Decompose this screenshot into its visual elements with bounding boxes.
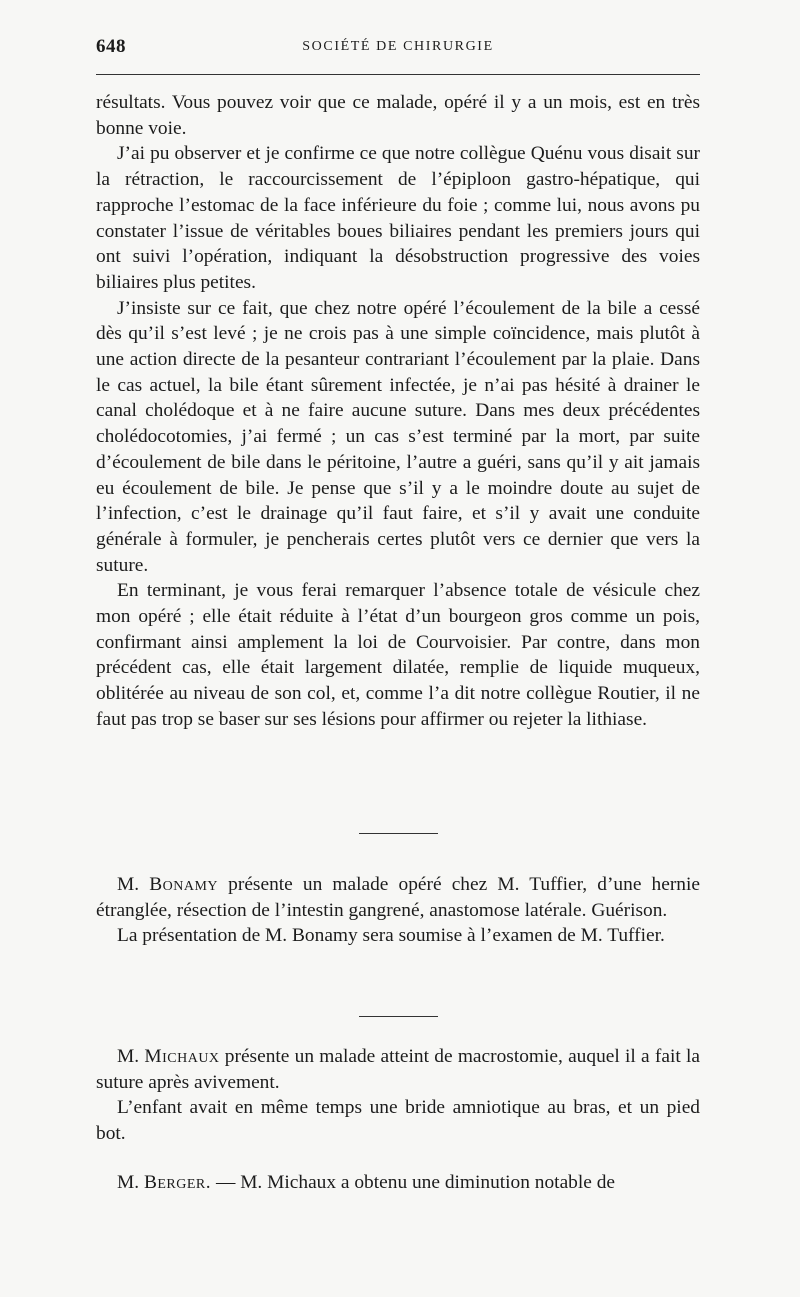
michaux-presentation [96,1044,700,1095]
speaker-prefix: M. [117,1172,144,1193]
running-title: SOCIÉTÉ DE CHIRURGIE [302,39,494,54]
section-cholédocotomie-discussion [96,90,700,733]
speaker-name: Michaux [144,1046,220,1067]
michaux-note: L’enfant avait en même temps une bride amniotique au bras, et un pied bot. [96,1097,700,1145]
speaker-name: Bonamy [149,874,219,895]
paragraph-1: résultats. Vous pouvez voir que ce malade, opéré il y a un mois, est en très bonne voie. [96,92,700,139]
section-bonamy [96,872,700,949]
paragraph-text: — M. Michaux a obtenu une diminution notable de [211,1172,616,1193]
paragraph-4: En terminant, je vous ferai remarquer l’absence totale de vésicule chez mon opéré ; elle était réduite à l’état d’un bourgeon gros comme un pois, confirmant ainsi amplement la loi de Courvoisier. Par contre, dans mon précédent cas, elle était largement dilatée, remplie de liquide muqueux, oblitérée au niveau de son col, et, comme l’a dit notre collègue Routier, il ne faut pas trop se baser sur ses lésions pour affirmer ou rejeter la lithiase. [96,580,700,730]
speaker-prefix: M. [117,1046,145,1067]
speaker-name: Berger. [143,1172,212,1193]
bonamy-presentation [96,872,700,923]
berger-remark [96,1170,700,1196]
bonamy-referral: La présentation de M. Bonamy sera soumise à l’examen de M. Tuffier. [117,925,665,947]
paragraph-text: présente un malade atteint de macrostomie, auquel il a fait la suture après avivement. [96,1046,701,1093]
page-header [96,36,700,66]
header-rule [96,74,700,75]
page-number: 648 [96,36,126,57]
paragraph-3: J’insiste sur ce fait, que chez notre opéré l’écoulement de la bile a cessé dès qu’il s’est levé ; je ne crois pas à une simple coïncidence, mais plutôt à une action directe de la pesanteur contrariant l’écoulement par la plaie. Dans le cas actuel, la bile étant sûrement infectée, je n’ai pas hésité à drainer le canal cholédoque et à ne faire aucune suture. Dans mes deux précédentes cholédocotomies, j’ai fermé ; un cas s’est terminé par la mort, par suite d’écoulement de bile dans le péritoine, l’autre a guéri, sans qu’il y ait jamais eu écoulement de bile. Je pense que s’il y a le moindre doute au sujet de l’infection, c’est le drainage qu’il faut faire, et s’il y avait une conduite générale à formuler, je pencherais certes plutôt vers ce dernier que vers la suture. [96,297,700,576]
section-divider-1 [359,833,438,834]
section-michaux [96,1044,700,1147]
paragraph-2: J’ai pu observer et je confirme ce que notre collègue Quénu vous disait sur la rétraction, le raccourcissement de l’épiploon gastro-hépatique, qui rapproche l’estomac de la face inférieure du foie ; comme lui, nous avons pu constater l’issue de véritables boues biliaires pendant les premiers jours qui ont suivi l’opération, indiquant la désobstruction progressive des voies biliaires plus petites. [96,143,700,293]
section-divider-2 [359,1016,438,1017]
speaker-prefix: M. [117,874,150,895]
paragraph-text: présente un malade opéré chez M. Tuffier, d’une hernie étranglée, résection de l’intestin gangrené, anastomose latérale. Guérison. [96,874,700,921]
section-berger [96,1170,700,1196]
